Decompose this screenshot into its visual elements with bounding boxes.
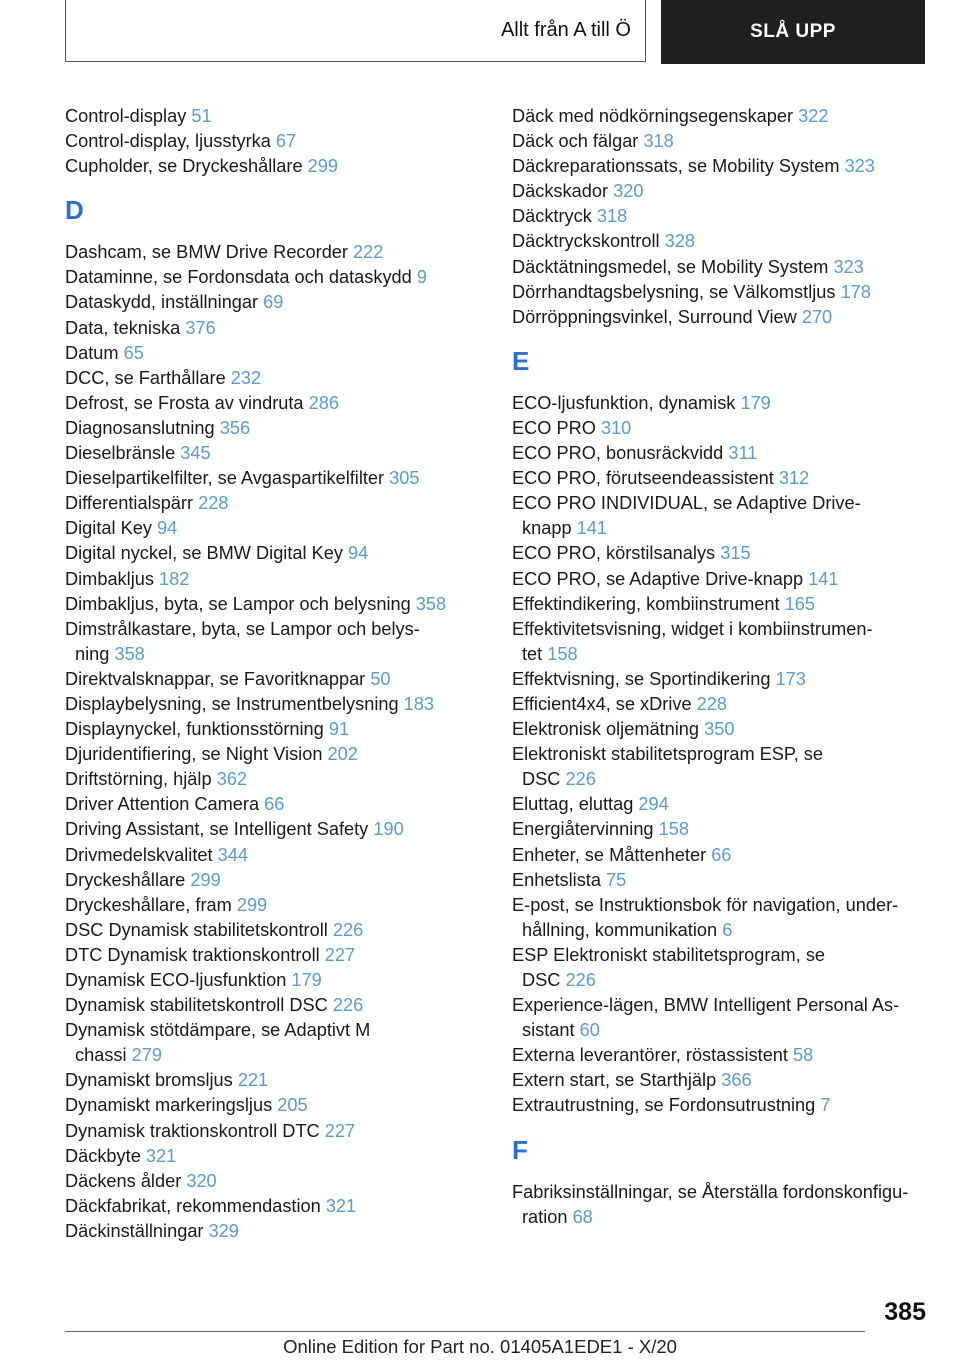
index-entry (512, 416, 932, 441)
index-entry-text: Dashcam, se BMW Drive Recorder (65, 242, 348, 263)
index-entry-text: Däcktryck (512, 206, 592, 227)
index-entry (65, 968, 490, 993)
index-entry-text: Differentialspärr (65, 493, 194, 514)
index-entry-text: Digital nyckel, se BMW Digital Key (65, 543, 343, 564)
index-entry (65, 516, 490, 541)
index-entry-text: Externa leverantörer, röstassistent (512, 1045, 788, 1066)
page-reference-link[interactable]: 299 (307, 156, 338, 177)
index-entry-text: Däckskador (512, 181, 609, 202)
lookup-button-label: SLÅ UPP (750, 21, 836, 42)
index-entry-text: ECO PRO INDIVIDUAL, se Adaptive Drive- knapp (512, 493, 861, 539)
index-entry-text: Effektindikering, kombiinstrument (512, 593, 780, 614)
index-entry-text: Dieselbränsle (65, 443, 176, 464)
page-reference-link[interactable]: 221 (237, 1070, 269, 1091)
index-entry-text: Djuridentifiering, se Night Vision (65, 744, 323, 765)
page-reference-link[interactable]: 362 (216, 769, 247, 790)
page-reference-link[interactable]: 75 (606, 869, 627, 890)
index-entry (65, 366, 490, 391)
page-reference-link[interactable]: 321 (325, 1195, 357, 1216)
index-entry-text: Digital Key (65, 518, 152, 539)
page-reference-link[interactable]: 141 (808, 568, 839, 589)
index-entry (512, 993, 932, 1043)
index-entry (65, 868, 490, 893)
page-reference-link[interactable]: 7 (820, 1095, 831, 1116)
index-entry (512, 1043, 932, 1068)
index-entry-text: Dynamisk traktionskontroll DTC (65, 1120, 320, 1141)
index-entry (512, 466, 932, 491)
index-entry-text: Dörrhandtagsbelysning, se Välkomstljus (512, 281, 836, 302)
page-reference-link[interactable]: 94 (348, 543, 369, 564)
index-entry (512, 491, 932, 541)
page-reference-link[interactable]: 165 (784, 593, 815, 614)
index-entry-text: ECO PRO, körstilsanalys (512, 543, 716, 564)
index-entry-text: Experience-lägen, BMW Intelligent Personal As- sistant (512, 995, 900, 1041)
page-reference-link[interactable]: 141 (576, 518, 607, 539)
page-reference-link[interactable]: 312 (778, 468, 810, 489)
page-reference-link[interactable]: 182 (159, 568, 190, 589)
index-column-left (65, 104, 490, 1244)
index-entry-text: Dieselpartikelfilter, se Avgaspartikelfilter (65, 468, 385, 489)
page-reference-link[interactable]: 66 (711, 844, 732, 865)
page-reference-link[interactable]: 158 (547, 643, 578, 664)
footer-edition: Online Edition for Part no. 01405A1EDE1 - X/20 (283, 1336, 677, 1357)
index-entry-text: E-post, se Instruktionsbok för navigation, under- hållning, kommunikation (512, 894, 899, 940)
page-reference-link[interactable]: 228 (696, 693, 728, 714)
index-entry (512, 280, 932, 305)
page-reference-link[interactable]: 222 (353, 242, 384, 263)
page-reference-link[interactable]: 173 (775, 668, 806, 689)
index-entry-text: Driftstörning, hjälp (65, 769, 212, 790)
index-entry (512, 592, 932, 617)
index-entry-text: ECO PRO, förutseendeassistent (512, 468, 774, 489)
page-reference-link[interactable]: 320 (186, 1170, 217, 1191)
index-entry (65, 592, 490, 617)
section-tab-label: Allt från A till Ö (500, 19, 631, 41)
index-entry (65, 316, 490, 341)
index-entry (65, 1144, 490, 1169)
index-entry (512, 1068, 932, 1093)
index-entry (65, 466, 490, 491)
index-entry (512, 129, 932, 154)
page-reference-link[interactable]: 158 (658, 819, 689, 840)
section-tab[interactable] (65, 0, 646, 62)
index-entry-text: DTC Dynamisk traktionskontroll (65, 944, 320, 965)
page-reference-link[interactable]: 366 (721, 1070, 752, 1091)
index-entry (512, 717, 932, 742)
index-entry (65, 717, 490, 742)
index-entry-text: Däcktryckskontroll (512, 231, 660, 252)
index-entry-text: Diagnosanslutning (65, 417, 215, 438)
index-entry-text: Dynamisk ECO-ljusfunktion (65, 970, 287, 990)
index-entry (65, 104, 490, 129)
page-reference-link[interactable]: 228 (198, 493, 229, 514)
index-entry (65, 416, 490, 441)
page-reference-link[interactable]: 226 (332, 919, 364, 940)
index-entry (65, 792, 490, 817)
index-entry (512, 893, 932, 943)
index-entry (65, 1068, 490, 1093)
page-header (65, 0, 925, 64)
index-entry (65, 943, 490, 968)
index-section-letter: D (65, 195, 84, 226)
page-reference-link[interactable]: 6 (722, 919, 733, 940)
index-entry-text: Cupholder, se Dryckeshållare (65, 156, 303, 177)
index-entry-text: Displaynyckel, funktionsstörning (65, 719, 324, 740)
page-reference-link[interactable]: 310 (600, 417, 632, 438)
index-entry (512, 692, 932, 717)
page-reference-link[interactable]: 294 (638, 794, 669, 815)
page-reference-link[interactable]: 66 (264, 794, 285, 815)
index-entry-text: Däckens ålder (65, 1170, 182, 1191)
page-reference-link[interactable]: 226 (565, 970, 596, 990)
index-entry (512, 817, 932, 842)
page-reference-link[interactable]: 51 (191, 106, 212, 126)
index-entry (512, 154, 932, 179)
index-entry-text: Däckreparationssats, se Mobility System (512, 156, 840, 177)
footer-divider (65, 1331, 865, 1332)
page-reference-link[interactable]: 50 (370, 668, 391, 689)
index-entry-text: Enhetslista (512, 869, 601, 890)
page-reference-link[interactable]: 65 (123, 342, 144, 363)
index-entry-text: Dimstrålkastare, byta, se Lampor och belys- ning (65, 618, 420, 664)
page-reference-link[interactable]: 226 (565, 769, 596, 790)
index-entry-text: ECO PRO, se Adaptive Drive-knapp (512, 568, 804, 589)
index-entry-text: Däcktätningsmedel, se Mobility System (512, 256, 829, 277)
page-reference-link[interactable]: 202 (327, 744, 358, 765)
index-entry-text: Dryckeshållare (65, 869, 186, 890)
index-entry (512, 104, 932, 129)
index-entry (512, 868, 932, 893)
index-entry-text: Dynamisk stötdämpare, se Adaptivt M chassi (65, 1020, 371, 1066)
page-reference-link[interactable]: 315 (720, 543, 751, 564)
index-entry (512, 541, 932, 566)
index-entry-text: Effektvisning, se Sportindikering (512, 668, 771, 689)
page-reference-link[interactable]: 9 (416, 267, 427, 288)
page-reference-link[interactable]: 318 (643, 131, 674, 152)
page-reference-link[interactable]: 286 (308, 392, 339, 413)
page-reference-link[interactable]: 179 (291, 970, 322, 990)
page-reference-link[interactable]: 322 (798, 106, 829, 126)
index-entry-text: Dörröppningsvinkel, Surround View (512, 306, 797, 327)
index-entry-text: Drivmedelskvalitet (65, 844, 213, 865)
page-reference-link[interactable]: 227 (324, 1120, 356, 1141)
page-reference-link[interactable]: 69 (263, 292, 284, 313)
index-entry (65, 154, 490, 179)
index-entry (65, 441, 490, 466)
index-entry (512, 255, 932, 280)
index-entry (512, 1093, 932, 1118)
index-entry (65, 341, 490, 366)
index-entry (65, 1093, 490, 1118)
index-entry (512, 305, 932, 330)
index-entry (65, 129, 490, 154)
index-entry (65, 1219, 490, 1244)
index-entry-text: Dryckeshållare, fram (65, 894, 232, 915)
index-entry (65, 1194, 490, 1219)
page-reference-link[interactable]: 318 (596, 206, 628, 227)
index-entry (65, 391, 490, 416)
index-entry-text: ECO-ljusfunktion, dynamisk (512, 392, 736, 413)
index-entry-text: Efficient4x4, se xDrive (512, 693, 692, 714)
page-reference-link[interactable]: 344 (217, 844, 248, 865)
index-entry-text: Direktvalsknappar, se Favoritknappar (65, 668, 366, 689)
index-entry (65, 767, 490, 792)
page-reference-link[interactable]: 179 (740, 392, 771, 413)
index-entry (512, 792, 932, 817)
index-entry (65, 893, 490, 918)
index-entry-text: Control-display, ljusstyrka (65, 131, 271, 152)
page-reference-link[interactable]: 68 (572, 1206, 593, 1227)
page-reference-link[interactable]: 311 (728, 443, 758, 464)
index-entry (512, 229, 932, 254)
page-reference-link[interactable]: 328 (664, 231, 695, 252)
index-entry-text: Dimbakljus (65, 568, 154, 589)
page-reference-link[interactable]: 270 (801, 306, 833, 327)
index-entry (512, 391, 932, 416)
index-entry (512, 742, 932, 792)
index-entry-text: Fabriksinställningar, se Återställa fordonskonfigu- ration (512, 1181, 909, 1227)
index-entry-text: Dataskydd, inställningar (65, 292, 259, 313)
index-entry-text: Driver Attention Camera (65, 794, 260, 815)
index-entry (65, 843, 490, 868)
index-section-letter: F (512, 1134, 528, 1165)
page-reference-link[interactable]: 279 (131, 1045, 162, 1066)
index-entry-text: ECO PRO (512, 417, 596, 438)
index-entry (512, 179, 932, 204)
index-entry (65, 1169, 490, 1194)
index-entry-text: Datum (65, 342, 119, 363)
page-reference-link[interactable]: 67 (275, 131, 297, 152)
index-entry-text: Däckfabrikat, rekommendastion (65, 1195, 321, 1216)
index-entry (512, 204, 932, 229)
page-reference-link[interactable]: 227 (324, 944, 356, 965)
index-entry-text: Däck med nödkörningsegenskaper (512, 106, 794, 126)
index-entry (65, 541, 490, 566)
page-reference-link[interactable]: 358 (114, 643, 145, 664)
index-entry-text: Elektroniskt stabilitetsprogram ESP, se DSC (512, 744, 824, 790)
index-entry-text: Effektivitetsvisning, widget i kombiinstrumen- tet (512, 618, 873, 664)
index-entry (512, 441, 932, 466)
index-entry (65, 491, 490, 516)
index-entry (65, 742, 490, 767)
page-reference-link[interactable]: 350 (704, 719, 735, 740)
index-entry-text: Däckbyte (65, 1145, 141, 1166)
index-entry-text: DSC Dynamisk stabilitetskontroll (65, 919, 328, 940)
index-entry (65, 1119, 490, 1144)
page-reference-link[interactable]: 358 (415, 593, 447, 614)
page-reference-link[interactable]: 205 (277, 1095, 308, 1116)
index-entry-text: Displaybelysning, se Instrumentbelysning (65, 693, 399, 714)
index-section-letter: E (512, 345, 530, 376)
index-entry-text: Driving Assistant, se Intelligent Safety (65, 819, 369, 840)
page-reference-link[interactable]: 94 (157, 518, 178, 539)
index-entry-text: Dataminne, se Fordonsdata och dataskydd (65, 267, 412, 288)
index-entry-text: ESP Elektroniskt stabilitetsprogram, se DSC (512, 944, 826, 990)
index-entry (512, 667, 932, 692)
page-reference-link[interactable]: 190 (373, 819, 404, 840)
index-entry-text: Defrost, se Frosta av vindruta (65, 392, 304, 413)
index-entry (65, 265, 490, 290)
index-entry (65, 817, 490, 842)
page-reference-link[interactable]: 329 (208, 1220, 239, 1241)
index-entry-text: Data, tekniska (65, 317, 181, 338)
index-entry-text: Däckinställningar (65, 1220, 204, 1241)
lookup-button[interactable] (661, 0, 925, 64)
index-entry (65, 993, 490, 1018)
index-entry (512, 617, 932, 667)
page-reference-link[interactable]: 321 (145, 1145, 177, 1166)
index-entry-text: Däck och fälgar (512, 131, 639, 152)
page-reference-link[interactable]: 91 (328, 719, 350, 740)
index-entry-text: ECO PRO, bonusräckvidd (512, 443, 724, 464)
page-number: 385 (884, 1298, 926, 1326)
index-entry-text: Extern start, se Starthjälp (512, 1070, 717, 1091)
index-column-right (512, 104, 932, 1230)
index-entry-text: Energiåtervinning (512, 819, 654, 840)
page-reference-link[interactable]: 60 (579, 1020, 600, 1041)
index-entry-text: Dynamisk stabilitetskontroll DSC (65, 995, 328, 1016)
page-reference-link[interactable]: 345 (180, 443, 211, 464)
index-entry (65, 692, 490, 717)
page-reference-link[interactable]: 305 (389, 468, 420, 489)
index-entry (65, 667, 490, 692)
index-entry (65, 918, 490, 943)
index-entry (65, 290, 490, 315)
index-entry-text: Dynamiskt bromsljus (65, 1070, 233, 1091)
index-entry (65, 567, 490, 592)
index-entry (65, 1018, 490, 1068)
index-entry (65, 617, 490, 667)
index-entry-text: DCC, se Farthållare (65, 367, 226, 388)
index-entry-text: Control-display (65, 106, 187, 126)
index-entry (65, 240, 490, 265)
index-entry-text: Enheter, se Måttenheter (512, 844, 707, 865)
page-reference-link[interactable]: 58 (793, 1045, 814, 1066)
page-reference-link[interactable]: 226 (332, 995, 364, 1016)
page-reference-link[interactable]: 320 (613, 181, 644, 202)
page-reference-link[interactable]: 299 (190, 869, 221, 890)
index-entry (512, 943, 932, 993)
index-entry-text: Elektronisk oljemätning (512, 719, 700, 740)
index-entry (512, 843, 932, 868)
index-entry (512, 567, 932, 592)
index-entry-text: Dynamiskt markeringsljus (65, 1095, 273, 1116)
page-reference-link[interactable]: 178 (840, 281, 871, 302)
index-entry-text: Eluttag, eluttag (512, 794, 634, 815)
page-reference-link[interactable]: 183 (403, 693, 435, 714)
page-reference-link[interactable]: 299 (236, 894, 268, 915)
index-entry-text: Dimbakljus, byta, se Lampor och belysning (65, 593, 411, 614)
page-reference-link[interactable]: 323 (833, 256, 864, 277)
page-reference-link[interactable]: 232 (230, 367, 262, 388)
page-reference-link[interactable]: 356 (219, 417, 251, 438)
page-reference-link[interactable]: 376 (185, 317, 216, 338)
page-reference-link[interactable]: 323 (844, 156, 875, 177)
index-entry-text: Extrautrustning, se Fordonsutrustning (512, 1095, 816, 1116)
index-entry (512, 1180, 932, 1230)
